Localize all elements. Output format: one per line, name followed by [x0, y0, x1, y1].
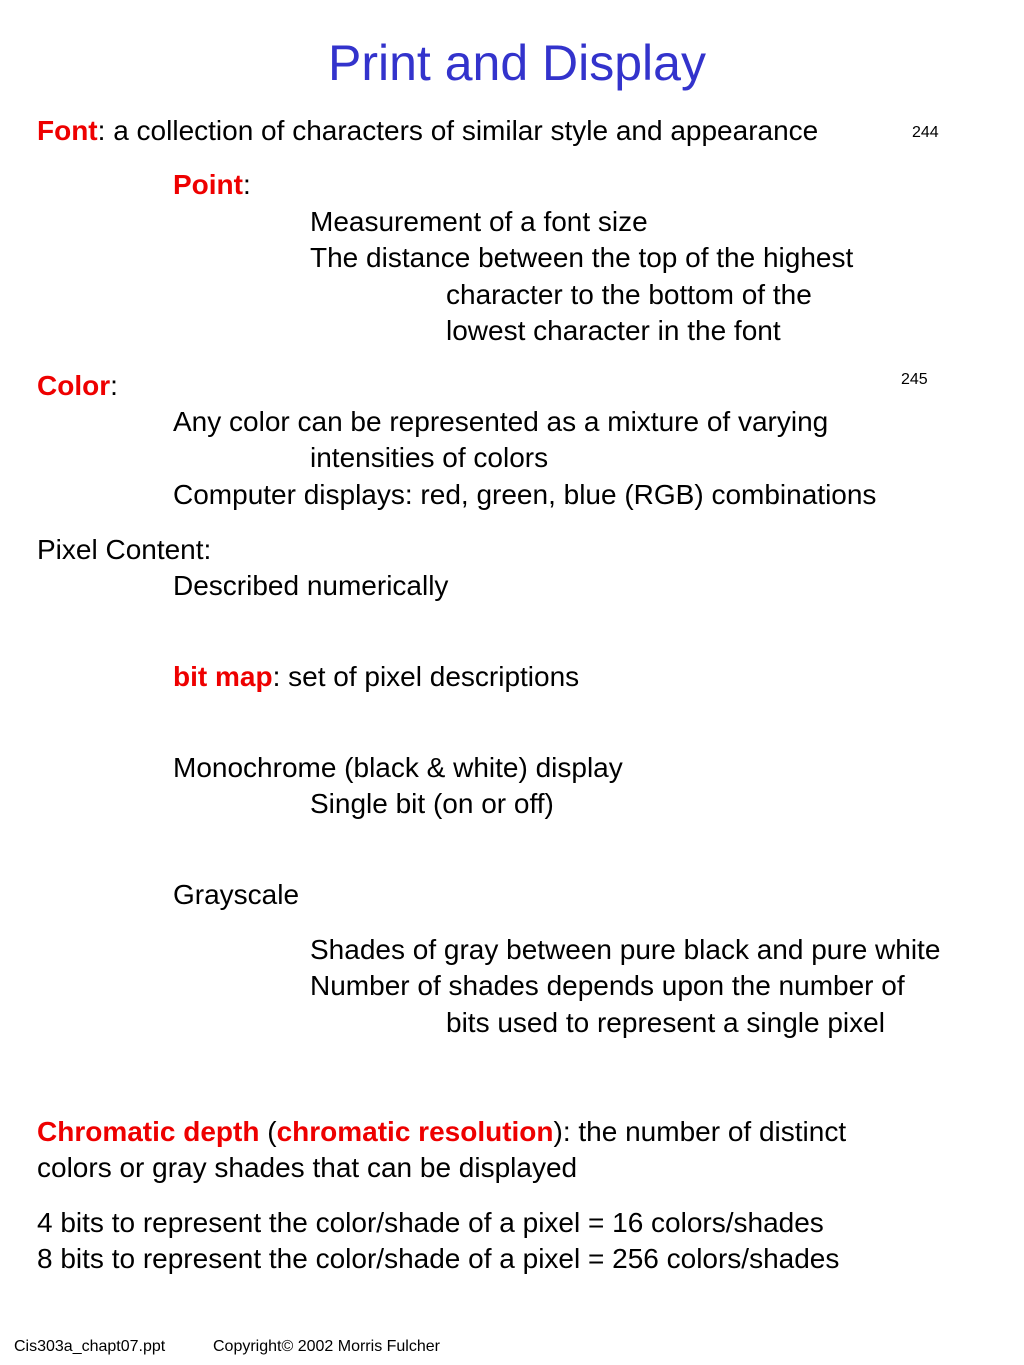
chromatic-open-paren: (: [259, 1116, 277, 1147]
bitmap-definition: : set of pixel descriptions: [272, 661, 580, 692]
chromatic-line-2: colors or gray shades that can be displayed: [37, 1152, 578, 1183]
color-term: Color: [37, 370, 111, 401]
color-line: Computer displays: red, green, blue (RGB) combinations: [173, 479, 877, 510]
bitmap-line: [173, 663, 579, 691]
chromatic-resolution-term: chromatic resolution: [276, 1116, 554, 1147]
color-colon: :: [110, 370, 118, 401]
font-definition-line: [37, 117, 818, 145]
monochrome-line: Monochrome (black & white) display: [173, 752, 623, 783]
font-page-ref: 244: [912, 124, 939, 141]
point-line: The distance between the top of the highest: [310, 242, 854, 273]
color-line: intensities of colors: [310, 442, 549, 473]
point-heading: [173, 171, 251, 199]
color-heading: [37, 372, 118, 400]
font-definition: : a collection of characters of similar style and appearance: [97, 115, 819, 146]
point-term: Point: [173, 169, 243, 200]
grayscale-heading: Grayscale: [173, 879, 300, 910]
chromatic-example: 4 bits to represent the color/shade of a pixel = 16 colors/shades: [37, 1207, 824, 1238]
color-page-ref: 245: [901, 371, 928, 388]
footer-copyright: Copyright© 2002 Morris Fulcher: [213, 1338, 440, 1355]
chromatic-definition: ): the number of distinct: [553, 1116, 847, 1147]
color-line: Any color can be represented as a mixture of varying: [173, 406, 829, 437]
point-line: character to the bottom of the: [446, 279, 812, 310]
grayscale-line: bits used to represent a single pixel: [446, 1007, 885, 1038]
font-term: Font: [37, 115, 98, 146]
pixel-described: Described numerically: [173, 570, 449, 601]
bitmap-term: bit map: [173, 661, 273, 692]
grayscale-line: Shades of gray between pure black and pure white: [310, 934, 941, 965]
chromatic-depth-term: Chromatic depth: [37, 1116, 260, 1147]
pixel-content-heading: Pixel Content:: [37, 534, 212, 565]
chromatic-example: 8 bits to represent the color/shade of a pixel = 256 colors/shades: [37, 1243, 840, 1274]
single-bit-line: Single bit (on or off): [310, 788, 554, 819]
point-line: lowest character in the font: [446, 315, 781, 346]
footer-file: Cis303a_chapt07.ppt: [14, 1338, 166, 1355]
grayscale-line: Number of shades depends upon the number of: [310, 970, 905, 1001]
point-line: Measurement of a font size: [310, 206, 648, 237]
point-colon: :: [243, 169, 251, 200]
page-title: Print and Display: [328, 35, 706, 91]
chromatic-line: [37, 1118, 846, 1146]
